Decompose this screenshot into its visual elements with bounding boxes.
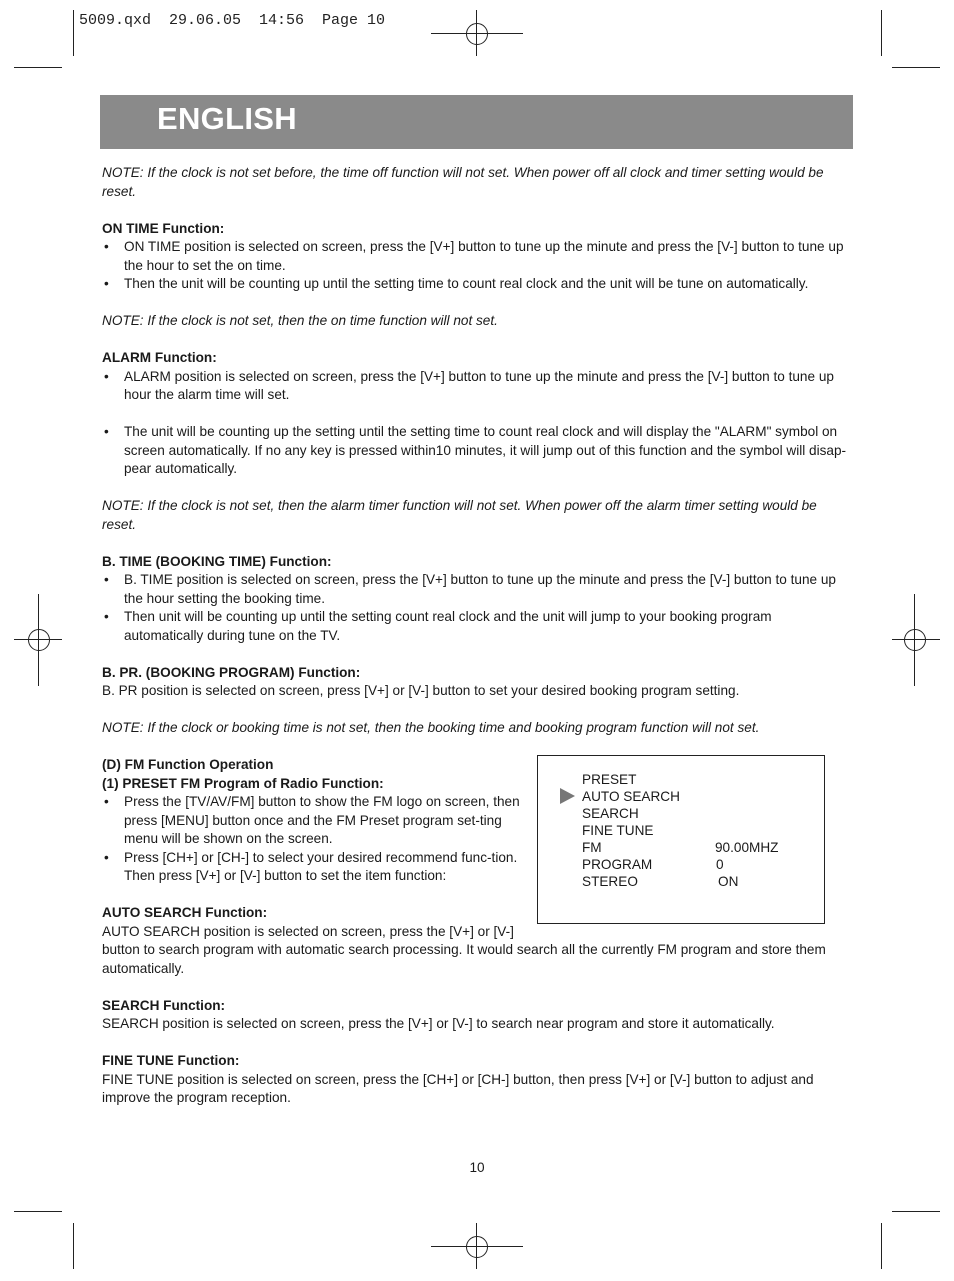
crop-mark (881, 1223, 882, 1269)
on-time-heading: ON TIME Function: (102, 220, 225, 236)
crop-mark (73, 10, 74, 56)
alarm-heading: ALARM Function: (102, 350, 217, 365)
menu-value-stereo: ON (718, 874, 739, 889)
registration-line (914, 594, 915, 686)
page-number: 10 (469, 1160, 485, 1175)
note-on-time: NOTE: If the clock is not set, then the on time function will not set. (102, 313, 498, 328)
menu-item-program: PROGRAM (582, 857, 653, 872)
registration-mark-icon (466, 23, 488, 45)
registration-line (476, 1223, 477, 1269)
registration-mark-icon (28, 629, 50, 651)
registration-line (431, 33, 523, 34)
note-alarm: NOTE: If the clock is not set, then the alarm timer function will not set. When power off the alarm timer setting would be reset. (102, 498, 817, 532)
manual-body (102, 164, 854, 1108)
b-pr-text: B. PR position is selected on screen, press [V+] or [V-] button to set your desired booking program setting. (102, 683, 740, 698)
menu-item-stereo: STEREO (582, 874, 638, 889)
crop-mark (892, 67, 940, 68)
on-time-bullet: • ON TIME position is selected on screen, press the [V+] button to tune up the minute and press the [V-] button to tune up the hour to set the on time. (102, 238, 854, 275)
fine-tune-heading: FINE TUNE Function: (102, 1053, 240, 1068)
note-clock-time-off: NOTE: If the clock is not set before, the time off function will not set. When power off all clock and timer setting would be reset. (102, 165, 824, 199)
triangle-right-icon (560, 788, 575, 804)
search-text: SEARCH position is selected on screen, press the [V+] or [V-] to search near program and store it automatically. (102, 1016, 775, 1031)
crop-mark (881, 10, 882, 56)
registration-line (431, 1246, 523, 1247)
print-slug: 5009.qxd 29.06.05 14:56 Page 10 (79, 12, 386, 29)
b-time-heading: B. TIME (BOOKING TIME) Function: (102, 553, 332, 569)
registration-line (892, 639, 940, 640)
search-heading: SEARCH Function: (102, 997, 226, 1013)
registration-mark-icon (904, 629, 926, 651)
auto-search-text-line2: button to search program with automatic search processing. It would search all the currently FM program and store them automatically. (102, 942, 826, 976)
auto-search-heading: AUTO SEARCH Function: (102, 905, 268, 920)
b-pr-heading: B. PR. (BOOKING PROGRAM) Function: (102, 664, 361, 680)
b-time-bullet: • B. TIME position is selected on screen, press the [V+] button to tune up the minute and press the [V-] button to tune up the hour setting the booking time. (102, 571, 854, 608)
crop-mark (14, 1211, 62, 1212)
crop-mark (892, 1211, 940, 1212)
crop-mark (73, 1223, 74, 1269)
on-time-bullet: • Then the unit will be counting up until the setting time to count real clock and the unit will be tune on automatically. (102, 275, 854, 294)
language-title: ENGLISH (157, 101, 297, 136)
fine-tune-text: FINE TUNE position is selected on screen, press the [CH+] or [CH-] button, then press [V+] or [V-] button to adjust and improve the program reception. (102, 1071, 814, 1105)
alarm-bullet: • The unit will be counting up the setting until the setting time to count real clock and will display the "ALARM" symbol on screen automatically. If no any key is pressed within10 minutes, it will jump out of this function and the symbol will disap-pear automatically. (102, 423, 854, 479)
preset-fm-heading: (1) PRESET FM Program of Radio Function: (102, 775, 384, 791)
registration-line (476, 10, 477, 56)
menu-item-auto-search: AUTO SEARCH (582, 789, 680, 804)
menu-value-fm: 90.00MHZ (715, 840, 779, 855)
menu-item-fine-tune: FINE TUNE (582, 823, 654, 838)
fm-bullet: • Press the [TV/AV/FM] button to show the FM logo on screen, then press [MENU] button once and the FM Preset program set-ting menu will be shown on the screen. (102, 793, 534, 849)
menu-item-fm: FM (582, 840, 602, 855)
registration-line (38, 594, 39, 686)
registration-mark-icon (466, 1236, 488, 1258)
fm-operation-heading: (D) FM Function Operation (102, 757, 274, 772)
b-time-bullet: • Then unit will be counting up until the setting count real clock and the unit will jump to your booking program automatically during tune on the TV. (102, 608, 854, 645)
menu-item-preset: PRESET (582, 772, 637, 787)
note-booking: NOTE: If the clock or booking time is not set, then the booking time and booking program function will not set. (102, 720, 760, 735)
language-header-bar (100, 95, 853, 149)
auto-search-text-line1: AUTO SEARCH position is selected on screen, press the [V+] or [V-] (102, 923, 514, 939)
menu-value-program: 0 (716, 857, 724, 872)
menu-item-search: SEARCH (582, 806, 639, 821)
fm-preset-menu (537, 755, 825, 924)
crop-mark (14, 67, 62, 68)
fm-bullet: • Press [CH+] or [CH-] to select your desired recommend func-tion. Then press [V+] or [V-] button to set the item function: (102, 849, 534, 886)
alarm-bullet: • ALARM position is selected on screen, press the [V+] button to tune up the minute and press the [V-] button to tune up hour the alarm time will set. (102, 368, 854, 405)
